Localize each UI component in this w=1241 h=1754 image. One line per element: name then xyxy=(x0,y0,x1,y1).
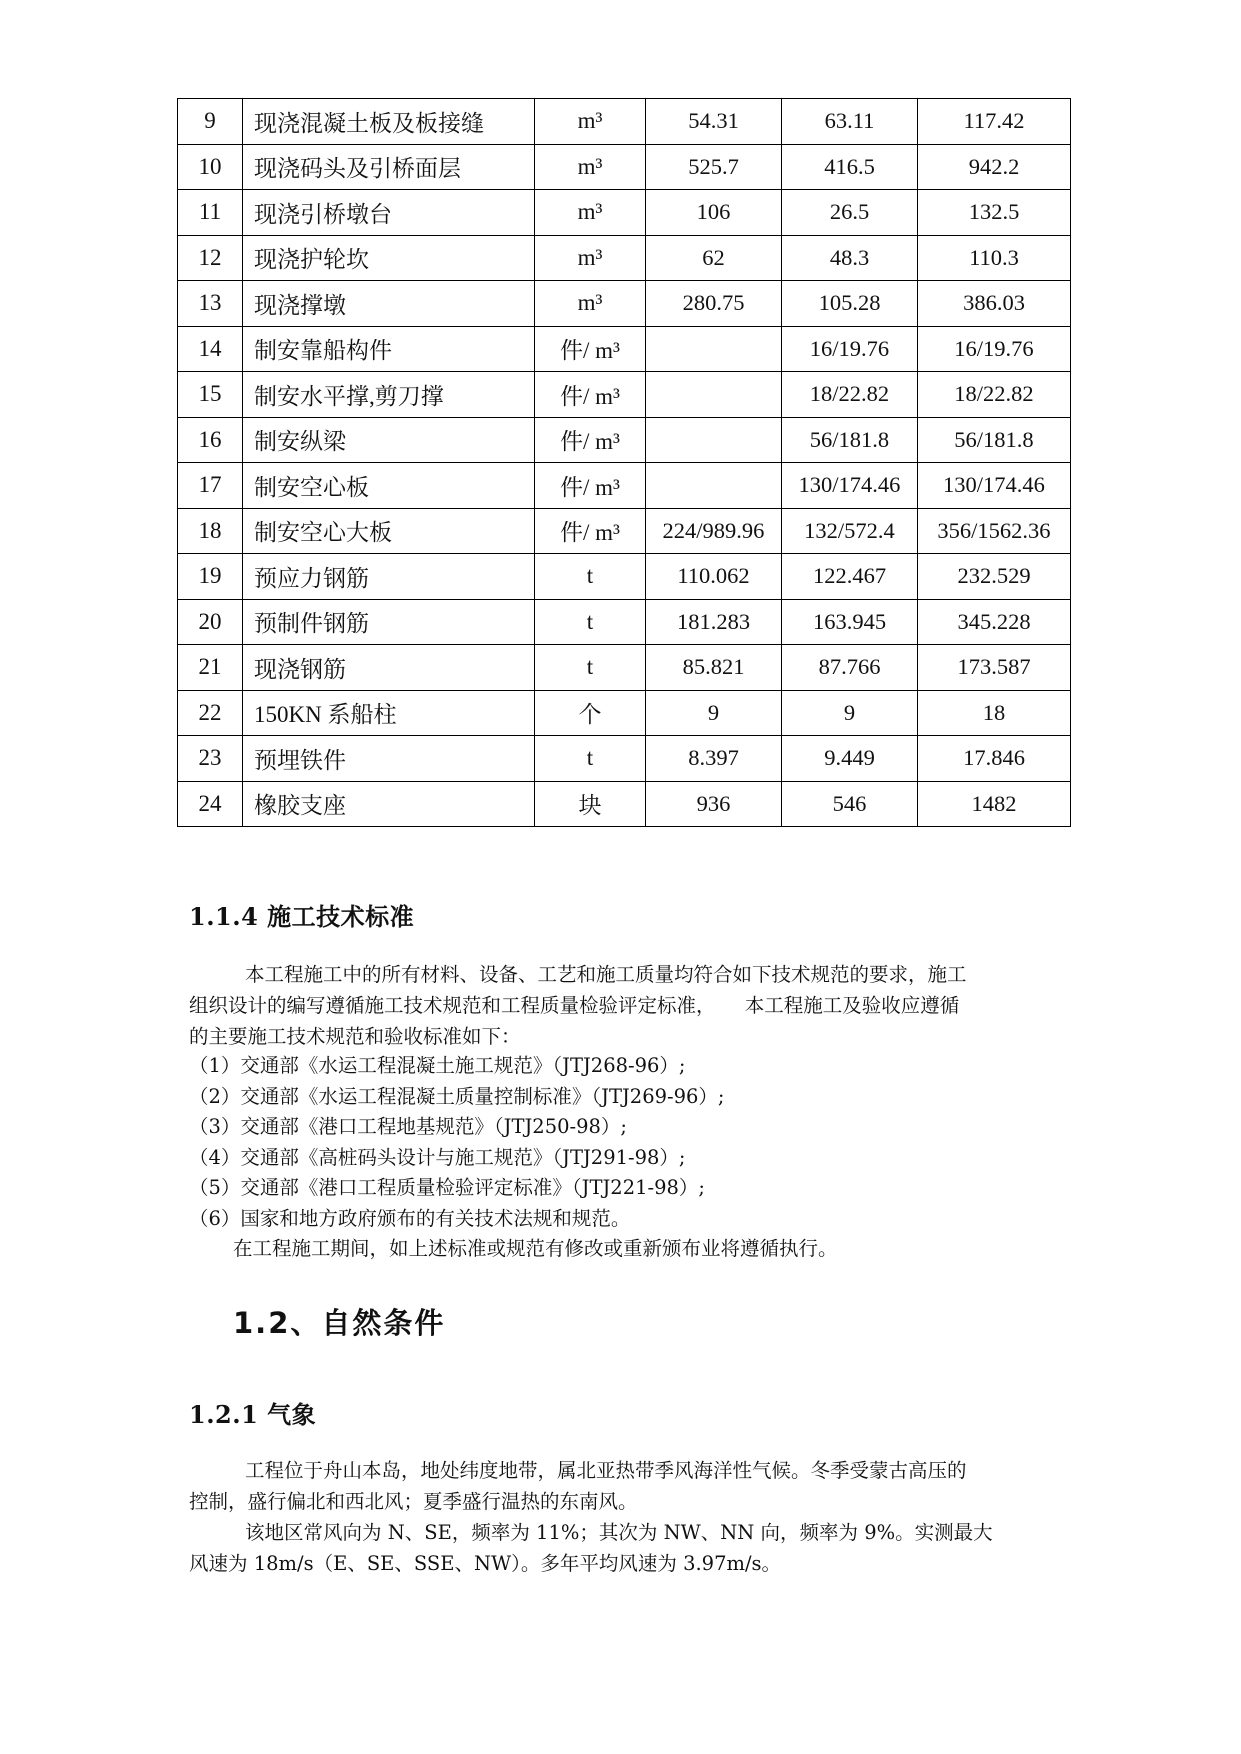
row-number-cell: 23 xyxy=(178,736,243,782)
climate-para-1-line-2: 控制，盛行偏北和西北风；夏季盛行温热的东南风。 xyxy=(189,1490,638,1513)
unit-cell: 块 xyxy=(535,781,646,827)
quantity-a-cell: 181.283 xyxy=(646,599,782,645)
climate-para-2-line-2: 风速为 18m/s（E、SE、SSE、NW）。多年平均风速为 3.97m/s。 xyxy=(189,1552,782,1575)
item-name-cell: 现浇码头及引桥面层 xyxy=(243,144,535,190)
table-row xyxy=(178,235,1071,281)
quantity-a-cell: 110.062 xyxy=(646,554,782,600)
quantity-b-cell: 9.449 xyxy=(782,736,918,782)
row-number-cell: 9 xyxy=(178,99,243,145)
climate-para-1-line-1: 工程位于舟山本岛，地处纬度地带，属北亚热带季风海洋性气候。冬季受蒙古高压的 xyxy=(245,1459,967,1482)
row-number-cell: 21 xyxy=(178,645,243,691)
quantity-table xyxy=(177,98,1071,827)
row-number-cell: 24 xyxy=(178,781,243,827)
unit-cell: m³ xyxy=(535,144,646,190)
quantity-a-cell: 62 xyxy=(646,235,782,281)
total-cell: 117.42 xyxy=(918,99,1071,145)
standards-list-item: （2）交通部《水运工程混凝土质量控制标准》（JTJ269-96）; xyxy=(189,1084,725,1108)
quantity-a-cell: 525.7 xyxy=(646,144,782,190)
quantity-b-cell: 16/19.76 xyxy=(782,326,918,372)
total-cell: 16/19.76 xyxy=(918,326,1071,372)
quantity-b-cell: 122.467 xyxy=(782,554,918,600)
quantity-b-cell: 63.11 xyxy=(782,99,918,145)
standards-intro-line-1: 本工程施工中的所有材料、设备、工艺和施工质量均符合如下技术规范的要求，施工 xyxy=(245,963,967,986)
unit-cell: m³ xyxy=(535,99,646,145)
table-row xyxy=(178,599,1071,645)
quantity-b-cell: 132/572.4 xyxy=(782,508,918,554)
standards-list-item: （5）交通部《港口工程质量检验评定标准》（JTJ221-98）; xyxy=(189,1176,705,1199)
quantity-a-cell: 8.397 xyxy=(646,736,782,782)
total-cell: 56/181.8 xyxy=(918,417,1071,463)
total-cell: 18/22.82 xyxy=(918,372,1071,418)
unit-cell: 件/ m³ xyxy=(535,417,646,463)
row-number-cell: 14 xyxy=(178,326,243,372)
quantity-a-cell xyxy=(646,326,782,372)
row-number-cell: 13 xyxy=(178,281,243,327)
standards-intro-line-3: 的主要施工技术规范和验收标准如下： xyxy=(189,1025,521,1048)
table-row xyxy=(178,645,1071,691)
item-name-cell: 制安水平撑,剪刀撑 xyxy=(243,372,535,418)
climate-para-2-line-1: 该地区常风向为 N、SE，频率为 11%；其次为 NW、NN 向，频率为 9%。实测最大 xyxy=(245,1521,993,1544)
item-name-cell: 预应力钢筋 xyxy=(243,554,535,600)
quantity-b-cell: 48.3 xyxy=(782,235,918,281)
item-name-cell: 制安空心板 xyxy=(243,463,535,509)
table-row xyxy=(178,781,1071,827)
unit-cell: 件/ m³ xyxy=(535,508,646,554)
unit-cell: 件/ m³ xyxy=(535,463,646,509)
item-name-cell: 现浇混凝土板及板接缝 xyxy=(243,99,535,145)
total-cell: 1482 xyxy=(918,781,1071,827)
quantity-table-body xyxy=(178,99,1071,827)
standards-list-item: （1）交通部《水运工程混凝土施工规范》（JTJ268-96）; xyxy=(189,1054,686,1077)
table-row xyxy=(178,190,1071,236)
standards-closing: 在工程施工期间，如上述标准或规范有修改或重新颁布业将遵循执行。 xyxy=(233,1237,838,1260)
unit-cell: m³ xyxy=(535,190,646,236)
total-cell: 232.529 xyxy=(918,554,1071,600)
section-heading-1-2-1: 1.2.1 气象 xyxy=(189,1400,317,1429)
row-number-cell: 17 xyxy=(178,463,243,509)
quantity-b-cell: 18/22.82 xyxy=(782,372,918,418)
item-name-cell: 现浇护轮坎 xyxy=(243,235,535,281)
quantity-b-cell: 9 xyxy=(782,690,918,736)
unit-cell: m³ xyxy=(535,281,646,327)
table-row xyxy=(178,463,1071,509)
quantity-a-cell: 280.75 xyxy=(646,281,782,327)
standards-intro-line-2: 组织设计的编写遵循施工技术规范和工程质量检验评定标准， 本工程施工及验收应遵循 xyxy=(189,994,960,1017)
row-number-cell: 20 xyxy=(178,599,243,645)
standards-list-item: （3）交通部《港口工程地基规范》（JTJ250-98）; xyxy=(189,1115,627,1138)
quantity-b-cell: 130/174.46 xyxy=(782,463,918,509)
row-number-cell: 11 xyxy=(178,190,243,236)
unit-cell: 个 xyxy=(535,690,646,736)
climate-paragraphs xyxy=(189,1455,1069,1579)
table-row xyxy=(178,99,1071,145)
quantity-a-cell: 936 xyxy=(646,781,782,827)
row-number-cell: 12 xyxy=(178,235,243,281)
quantity-a-cell: 85.821 xyxy=(646,645,782,691)
quantity-a-cell: 54.31 xyxy=(646,99,782,145)
total-cell: 132.5 xyxy=(918,190,1071,236)
quantity-b-cell: 56/181.8 xyxy=(782,417,918,463)
quantity-b-cell: 416.5 xyxy=(782,144,918,190)
table-row xyxy=(178,372,1071,418)
unit-cell: t xyxy=(535,645,646,691)
row-number-cell: 15 xyxy=(178,372,243,418)
standards-intro xyxy=(189,959,1069,1052)
table-row xyxy=(178,508,1071,554)
item-name-cell: 制安纵梁 xyxy=(243,417,535,463)
table-row xyxy=(178,736,1071,782)
table-row xyxy=(178,417,1071,463)
total-cell: 130/174.46 xyxy=(918,463,1071,509)
item-name-cell: 150KN 系船柱 xyxy=(243,690,535,736)
standards-list-item: （4）交通部《高桩码头设计与施工规范》（JTJ291-98）; xyxy=(189,1145,686,1169)
quantity-b-cell: 546 xyxy=(782,781,918,827)
quantity-b-cell: 105.28 xyxy=(782,281,918,327)
total-cell: 942.2 xyxy=(918,144,1071,190)
total-cell: 173.587 xyxy=(918,645,1071,691)
total-cell: 386.03 xyxy=(918,281,1071,327)
quantity-b-cell: 163.945 xyxy=(782,599,918,645)
unit-cell: t xyxy=(535,736,646,782)
item-name-cell: 现浇引桥墩台 xyxy=(243,190,535,236)
item-name-cell: 预埋铁件 xyxy=(243,736,535,782)
item-name-cell: 现浇钢筋 xyxy=(243,645,535,691)
item-name-cell: 制安空心大板 xyxy=(243,508,535,554)
row-number-cell: 22 xyxy=(178,690,243,736)
table-row xyxy=(178,690,1071,736)
standards-list xyxy=(189,1051,1069,1265)
standards-list-item: （6）国家和地方政府颁布的有关技术法规和规范。 xyxy=(189,1206,631,1230)
total-cell: 345.228 xyxy=(918,599,1071,645)
quantity-a-cell: 9 xyxy=(646,690,782,736)
table-row xyxy=(178,281,1071,327)
total-cell: 18 xyxy=(918,690,1071,736)
item-name-cell: 制安靠船构件 xyxy=(243,326,535,372)
table-row xyxy=(178,144,1071,190)
total-cell: 110.3 xyxy=(918,235,1071,281)
total-cell: 17.846 xyxy=(918,736,1071,782)
section-heading-1-2: 1.2、自然条件 xyxy=(233,1306,446,1340)
row-number-cell: 19 xyxy=(178,554,243,600)
unit-cell: t xyxy=(535,599,646,645)
quantity-b-cell: 26.5 xyxy=(782,190,918,236)
quantity-b-cell: 87.766 xyxy=(782,645,918,691)
unit-cell: m³ xyxy=(535,235,646,281)
row-number-cell: 16 xyxy=(178,417,243,463)
quantity-a-cell xyxy=(646,372,782,418)
total-cell: 356/1562.36 xyxy=(918,508,1071,554)
item-name-cell: 橡胶支座 xyxy=(243,781,535,827)
unit-cell: t xyxy=(535,554,646,600)
item-name-cell: 预制件钢筋 xyxy=(243,599,535,645)
quantity-a-cell: 224/989.96 xyxy=(646,508,782,554)
row-number-cell: 10 xyxy=(178,144,243,190)
quantity-a-cell xyxy=(646,463,782,509)
unit-cell: 件/ m³ xyxy=(535,326,646,372)
item-name-cell: 现浇撑墩 xyxy=(243,281,535,327)
table-row xyxy=(178,554,1071,600)
unit-cell: 件/ m³ xyxy=(535,372,646,418)
table-row xyxy=(178,326,1071,372)
section-heading-1-1-4: 1.1.4 施工技术标准 xyxy=(189,902,415,931)
quantity-a-cell: 106 xyxy=(646,190,782,236)
quantity-a-cell xyxy=(646,417,782,463)
row-number-cell: 18 xyxy=(178,508,243,554)
